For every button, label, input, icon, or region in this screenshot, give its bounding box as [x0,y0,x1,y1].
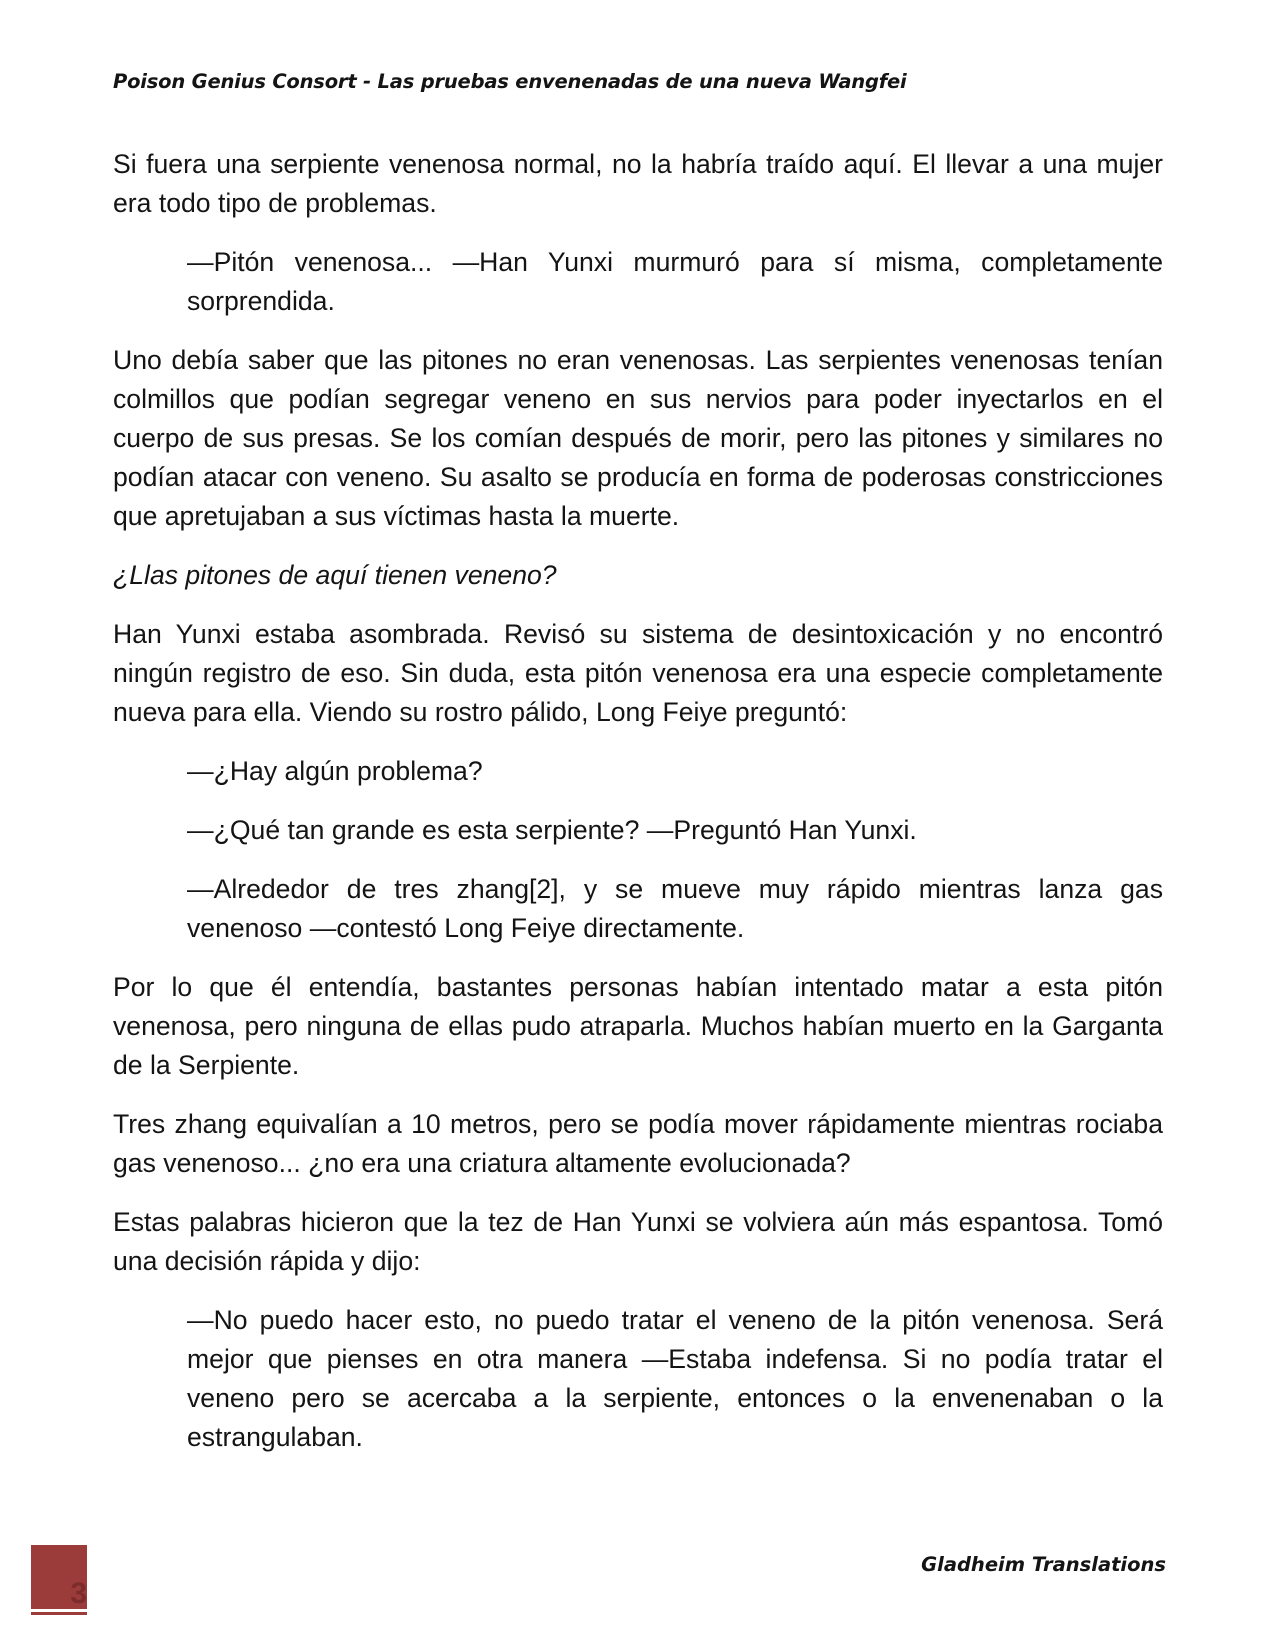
footer-publisher: Gladheim Translations [921,1553,1166,1576]
page-number: 3 [70,1577,87,1610]
dialogue-paragraph: —Alrededor de tres zhang[2], y se mueve muy rápido mientras lanza gas venenoso —contestó Long Feiye directamente. [187,874,1163,943]
paragraph: Estas palabras hicieron que la tez de Han Yunxi se volviera aún más espantosa. Tomó una decisión rápida y dijo: [113,1207,1163,1276]
paragraph: Por lo que él entendía, bastantes personas habían intentado matar a esta pitón venenosa, pero ninguna de ellas pudo atraparla. Muchos habían muerto en la Garganta de la Serpiente. [113,972,1163,1080]
dialogue-paragraph: —¿Hay algún problema? [187,756,483,786]
inner-thought: ¿Llas pitones de aquí tienen veneno? [113,560,557,590]
page-number-underline [31,1612,87,1615]
running-header: Poison Genius Consort - Las pruebas envenenadas de una nueva Wangfei [113,70,907,93]
document-body [113,145,1163,1477]
page-number-badge [31,1545,87,1609]
dialogue-paragraph: —¿Qué tan grande es esta serpiente? —Preguntó Han Yunxi. [187,815,917,845]
paragraph: Han Yunxi estaba asombrada. Revisó su sistema de desintoxicación y no encontró ningún registro de eso. Sin duda, esta pitón venenosa era una especie completamente nueva para ella. Viendo su rostro pálido, Long Feiye preguntó: [113,619,1163,727]
dialogue-paragraph: —No puedo hacer esto, no puedo tratar el veneno de la pitón venenosa. Será mejor que pienses en otra manera —Estaba indefensa. Si no podía tratar el veneno pero se acercaba a la serpiente, entonces o la envenenaban o la estrangulaban. [187,1305,1163,1452]
paragraph: Tres zhang equivalían a 10 metros, pero se podía mover rápidamente mientras rociaba gas venenoso... ¿no era una criatura altamente evolucionada? [113,1109,1163,1178]
dialogue-paragraph: —Pitón venenosa... —Han Yunxi murmuró para sí misma, completamente sorprendida. [187,247,1163,316]
paragraph: Uno debía saber que las pitones no eran venenosas. Las serpientes venenosas tenían colmillos que podían segregar veneno en sus nervios para poder inyectarlos en el cuerpo de sus presas. Se los comían después de morir, pero las pitones y similares no podían atacar con veneno. Su asalto se producía en forma de poderosas constricciones que apretujaban a sus víctimas hasta la muerte. [113,345,1163,531]
paragraph: Si fuera una serpiente venenosa normal, no la habría traído aquí. El llevar a una mujer era todo tipo de problemas. [113,149,1163,218]
